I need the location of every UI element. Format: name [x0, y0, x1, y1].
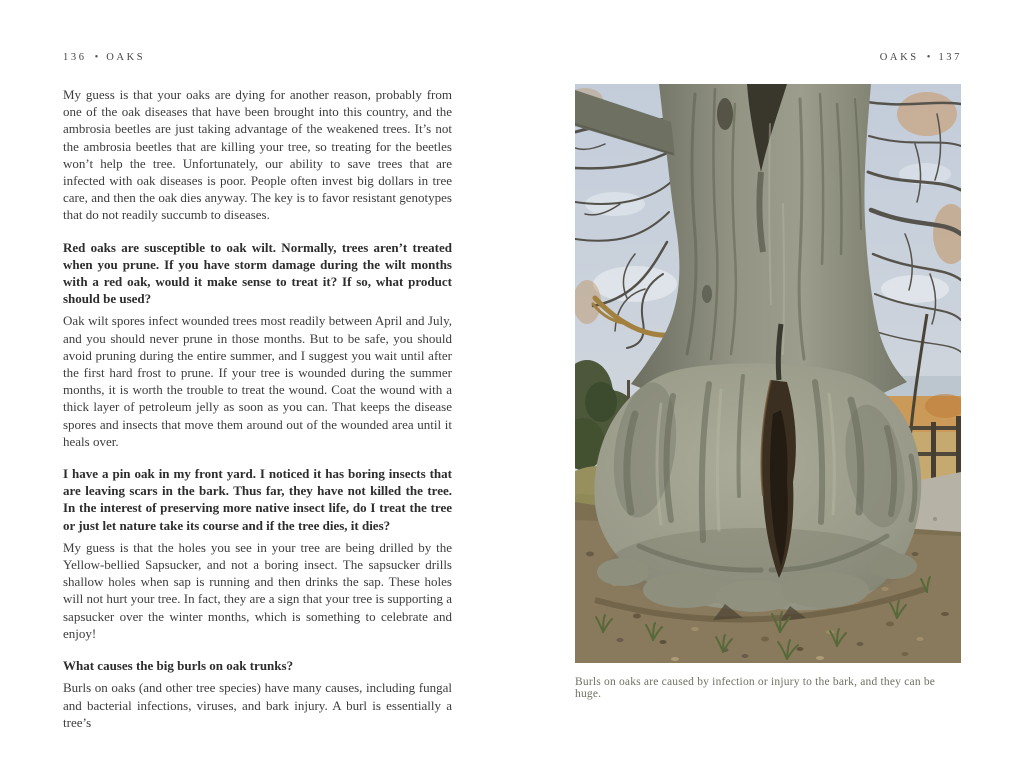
- paragraph-answer: My guess is that the holes you see in your tree are being drilled by the Yellow-bellied Sapsucker, and not a boring insect. The sapsucker drills shallow holes when sap is running and then drinks the sap. These holes will not hurt your tree. In fact, they are a sign that your tree is supporting a sapsucker over the winter months, which is something to celebrate and enjoy!: [63, 539, 452, 641]
- page-number-right: 137: [938, 52, 962, 63]
- header-separator-left: •: [94, 52, 99, 63]
- paragraph-answer: Burls on oaks (and other tree species) have many causes, including fungal and bacterial infections, viruses, and bark injury. A burl is essentially a tree’s: [63, 680, 452, 730]
- running-head-title-right: OAKS: [879, 52, 919, 63]
- running-head-left: [63, 52, 145, 63]
- paragraph-question: Red oaks are susceptible to oak wilt. Normally, trees aren’t treated when you prune. If you have storm damage during the wilt months with a red oak, would it make sense to treat it? If so, what product should be used?: [63, 239, 452, 307]
- paragraph-answer: My guess is that your oaks are dying for another reason, probably from one of the oak diseases that have been brought into this country, and the ambrosia beetles are just taking advantage of the weakened trees. It’s not the ambrosia beetles that are killing your tree, so treating for the beetles won’t help the tree. Unfortunately, our ability to save trees that are infected with oak diseases is poor. People often invest big dollars in tree care, and then the oak dies anyway. The key is to favor resistant genotypes that do not readily succumb to diseases.: [63, 87, 452, 223]
- header-separator-right: •: [926, 52, 931, 63]
- running-head-right: [880, 52, 962, 63]
- page-number-left: 136: [63, 52, 87, 63]
- burl-photo-illustration: [575, 84, 961, 663]
- burl-photo: [575, 84, 961, 700]
- paragraph-question: I have a pin oak in my front yard. I noticed it has boring insects that are leaving scars in the bark. Thus far, they have not killed the tree. In the interest of preserving more native insect life, do I treat the tree or just let nature take its course and if the tree dies, it dies?: [63, 466, 452, 533]
- running-head-title-left: OAKS: [106, 52, 146, 63]
- paragraph-answer: Oak wilt spores infect wounded trees most readily between April and July, and you should never prune in those months. But to be safe, you should avoid pruning during the entire summer, and I suggest you wait until after the first hard frost to prune. If your tree is wounded during the summer months, it is worth the trouble to treat the wound. Coat the wound with a thick layer of petroleum jelly as soon as you can. That keeps the disease spores and insects that move them around out of the wounded area until it heals over.: [63, 313, 452, 449]
- text-column: [63, 86, 452, 731]
- photo-caption: Burls on oaks are caused by infection or injury to the bark, and they can be huge.: [575, 676, 936, 700]
- paragraph-question: What causes the big burls on oak trunks?: [63, 658, 294, 674]
